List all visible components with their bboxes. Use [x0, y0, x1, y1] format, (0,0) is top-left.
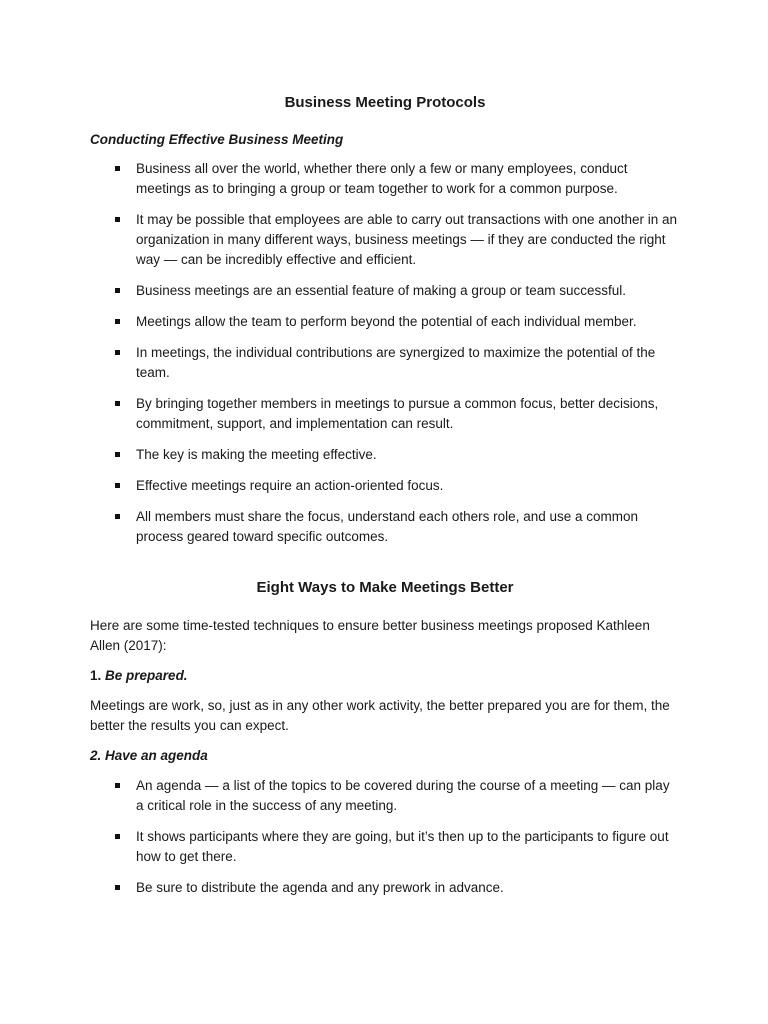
- step-1-label: Be prepared.: [105, 668, 188, 683]
- square-bullet-icon: [115, 319, 120, 324]
- document-content: [90, 92, 680, 909]
- list-item-text: The key is making the meeting effective.: [136, 447, 377, 462]
- square-bullet-icon: [115, 288, 120, 293]
- list-item-text: Effective meetings require an action-oriented focus.: [136, 478, 444, 493]
- square-bullet-icon: [115, 834, 120, 839]
- list-item: [90, 507, 680, 547]
- list-item-text: It may be possible that employees are able to carry out transactions with one another in an organization in many different ways, business meetings — if they are conducted the right way — can be incredibly effective and efficient.: [136, 212, 678, 267]
- step-2-heading: [90, 746, 680, 766]
- list-item: [90, 878, 680, 898]
- list-item-text: An agenda — a list of the topics to be covered during the course of a meeting — can play a critical role in the success of any meeting.: [136, 778, 670, 813]
- step-2-label: 2. Have an agenda: [90, 748, 208, 763]
- square-bullet-icon: [115, 217, 120, 222]
- list-item: [90, 827, 680, 867]
- square-bullet-icon: [115, 514, 120, 519]
- list-item-text: Meetings allow the team to perform beyond the potential of each individual member.: [136, 314, 637, 329]
- square-bullet-icon: [115, 166, 120, 171]
- document-title: Business Meeting Protocols: [284, 94, 486, 111]
- list-item-text: Business all over the world, whether there only a few or many employees, conduct meetings as to bringing a group or team together to work for a common purpose.: [136, 161, 628, 196]
- list-item: [90, 445, 680, 465]
- bullet-list-agenda: [90, 776, 680, 898]
- list-item: [90, 343, 680, 383]
- square-bullet-icon: [115, 452, 120, 457]
- square-bullet-icon: [115, 350, 120, 355]
- square-bullet-icon: [115, 483, 120, 488]
- section-title-eight-ways: Eight Ways to Make Meetings Better: [256, 579, 514, 596]
- step-1-number: 1.: [90, 668, 102, 683]
- list-item: [90, 159, 680, 199]
- list-item-text: Business meetings are an essential feature of making a group or team successful.: [136, 283, 627, 298]
- square-bullet-icon: [115, 885, 120, 890]
- list-item-text: Be sure to distribute the agenda and any prework in advance.: [136, 880, 504, 895]
- list-item: [90, 281, 680, 301]
- list-item-text: By bringing together members in meetings to pursue a common focus, better decisions, commitment, support, and implementation can result.: [136, 396, 659, 431]
- square-bullet-icon: [115, 783, 120, 788]
- list-item: [90, 776, 680, 816]
- intro-paragraph: Here are some time-tested techniques to ensure better business meetings proposed Kathleen Allen (2017):: [90, 618, 650, 653]
- list-item-text: In meetings, the individual contributions are synergized to maximize the potential of the team.: [136, 345, 656, 380]
- section-eight-ways: [90, 577, 680, 898]
- list-item: [90, 312, 680, 332]
- step-1-heading: [90, 666, 680, 686]
- list-item: [90, 210, 680, 270]
- bullet-list-conducting: [90, 159, 680, 547]
- list-item: [90, 394, 680, 434]
- square-bullet-icon: [115, 401, 120, 406]
- list-item-text: All members must share the focus, understand each others role, and use a common process geared toward specific outcomes.: [136, 509, 639, 544]
- list-item: [90, 476, 680, 496]
- list-item-text: It shows participants where they are going, but it’s then up to the participants to figure out how to get there.: [136, 829, 669, 864]
- section-heading-conducting: Conducting Effective Business Meeting: [90, 132, 344, 147]
- step-1-paragraph: Meetings are work, so, just as in any other work activity, the better prepared you are for them, the better the results you can expect.: [90, 698, 670, 733]
